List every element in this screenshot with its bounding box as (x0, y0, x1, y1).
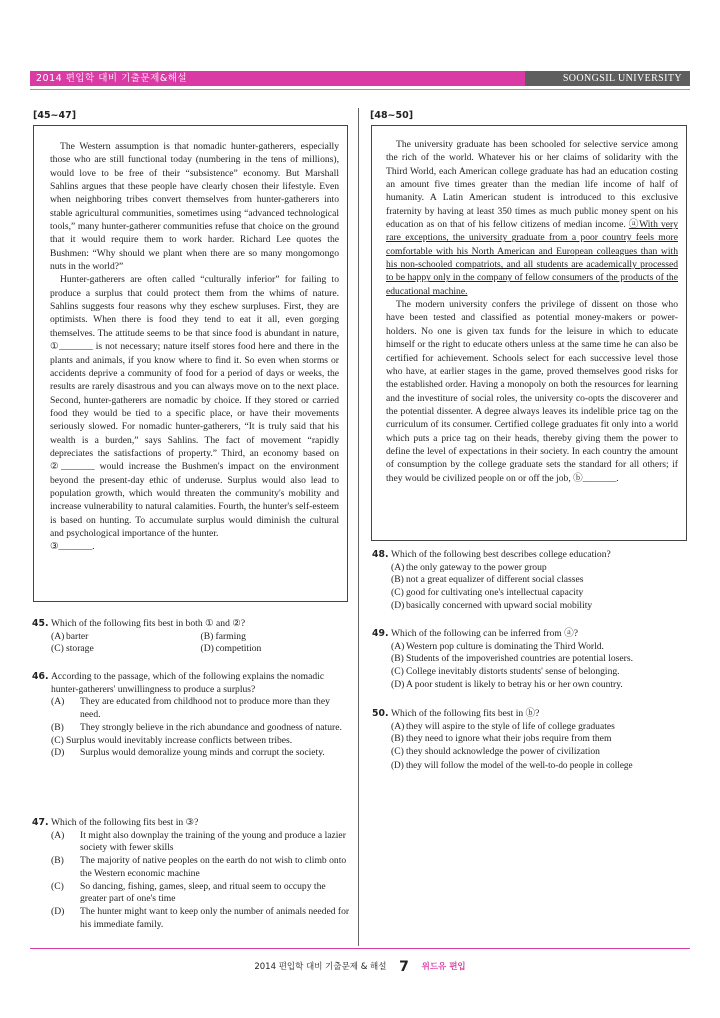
question-stem (372, 549, 690, 562)
page-footer (200, 959, 520, 975)
question-stem (372, 708, 690, 721)
header-divider (30, 89, 690, 90)
header-exam-title: 2014 편입학 대비 기출문제&해설 (30, 71, 525, 86)
question-text: Which of the following fits best in both ① and ②? (51, 618, 246, 629)
question-text: Which of the following best describes college education? (391, 549, 611, 560)
passage-paragraph (386, 138, 678, 298)
question-stem (372, 628, 690, 641)
option-a[interactable]: (A) they will aspire to the style of life of college graduates (391, 720, 615, 732)
section-label-48-50: [48~50] (370, 110, 414, 121)
option-c[interactable]: (C) So dancing, fishing, games, sleep, and ritual seem to occupy the greater part of one's time (51, 880, 326, 905)
passage-blank-3: ③_______. (50, 541, 95, 553)
question-stem (32, 671, 350, 696)
option-c[interactable]: (C) good for cultivating one's intellectual capacity (391, 587, 584, 599)
option-b[interactable]: (B) They strongly believe in the rich abundance and goodness of nature. (51, 721, 342, 733)
question-number: 48. (372, 549, 389, 560)
option-a[interactable]: (A) They are educated from childhood not to produce more than they need. (51, 696, 330, 721)
question-number: 47. (32, 817, 49, 828)
option-d[interactable]: (D) competition (200, 643, 262, 655)
question-47 (32, 817, 350, 931)
question-45 (32, 618, 350, 656)
section-label-45-47: [45~47] (33, 110, 77, 121)
passage-paragraph: Hunter-gatherers are often called “culturally inferior” for failing to produce a surplus that could protect them from the whims of nature. Sahlins suggests four reasons why they eschew surpluses. First, they are optimists. When there is food they tend to eat it all, even gorging themselves. The attitude seems to be that since food is abundant in nature, ①_______ is not necessary; nature itself stores food here and there in the plants and animals, if you know where to find it. So even when storms or accidents deprive a community of food for a period of days or weeks, the results are rarely disastrous and you can always move on to the next place. Second, hunter-gatherers are nomadic by choice. If they stored or carried food they would be tied to a specific place, or have their movements seriously slowed. For nomadic hunter-gatherers, “It is truly said that his wealth is a burden,” says Sahlins. The fact of movement “rapidly depreciates the satisfactions of property.” Third, an economy based on ②_______ would increase the Bushmen's impact on the environment beyond the present-day ethic of underuse. Surplus would also lead to population growth, which would threaten the community's mobility and increase vulnerability to natural calamities. Fourth, the hunter's self-esteem is based on hunting. To accumulate surplus would diminish the cultural and psychological importance of the hunter. (50, 274, 339, 539)
question-stem (32, 618, 350, 631)
option-a[interactable]: (A) Western pop culture is dominating the Third World. (391, 640, 604, 652)
option-b[interactable]: (B) Students of the impoverished countries are potential losers. (391, 653, 633, 665)
option-a[interactable]: (A) barter (51, 630, 89, 642)
option-row (32, 631, 350, 644)
underlined-passage-a: ⓐWith very rare exceptions, the university graduate from a poor country feels more comfortable with his North American and European colleagues than with his non-schooled compatriots, and all students are academically processed to be happy only in the company of fellow consumers of the products of the educational machine. (386, 219, 678, 297)
footer-exam-title: 2014 편입학 대비 기출문제 & 해설 (254, 962, 387, 972)
option-c[interactable]: (C) they should acknowledge the power of civilization (391, 746, 600, 758)
question-46 (32, 671, 350, 760)
question-48 (372, 549, 690, 613)
option-c[interactable]: (C) storage (51, 643, 94, 655)
question-50 (372, 708, 690, 772)
question-number: 46. (32, 671, 49, 682)
option-c[interactable]: (C) Surplus would inevitably increase conflicts between tribes. (51, 734, 293, 746)
question-number: 45. (32, 618, 49, 629)
option-b[interactable]: (B) not a great equalizer of different social classes (391, 574, 584, 586)
footer-brand: 위드유 편입 (421, 962, 466, 972)
question-number: 50. (372, 708, 389, 719)
option-b[interactable]: (B) they need to ignore what their jobs require from them (391, 733, 612, 745)
header-university-name: SOONGSIL UNIVERSITY (525, 71, 690, 86)
option-d[interactable]: (D) Surplus would demoralize young minds and corrupt the society. (51, 747, 325, 759)
question-text: Which of the following can be inferred from ⓐ? (391, 628, 579, 639)
question-text: Which of the following fits best in ③? (51, 817, 199, 828)
option-d[interactable]: (D) The hunter might want to keep only the number of animals needed for his immediate family. (51, 905, 350, 930)
option-b[interactable]: (B) farming (200, 630, 246, 642)
question-stem (32, 817, 350, 830)
question-number: 49. (372, 628, 389, 639)
passage-text: The university graduate has been schooled for selective service among the rich of the world. Whatever his or her claims of solidarity with the Third World, each American college graduate has had an education costing an amount five times greater than the median life income of half of humanity. A Latin American student is introduced to this exclusive fraternity by having at least 350 times as much public money spent on his education as on that of his fellow citizens of median income. (386, 139, 678, 231)
column-divider (358, 108, 359, 946)
question-text: According to the passage, which of the following explains the nomadic hunter-gatherers' unwillingness to produce a surplus? (51, 671, 325, 695)
option-a[interactable]: (A) It might also downplay the training of the young and produce a lazier society with fewer skills (51, 829, 346, 854)
option-c[interactable]: (C) College inevitably distorts students' sense of belonging. (391, 666, 620, 678)
question-49 (372, 628, 690, 692)
option-b[interactable]: (B) The majority of native peoples on the earth do not wish to climb onto the Western economic machine (51, 855, 347, 879)
passage-paragraph: The modern university confers the privilege of dissent on those who have been tested and classified as potential money-makers or power-holders. No one is given tax funds for the leisure in which to educate himself or the right to educate others unless at the same time he can also be certified for achievement. Schools select for each successive level those who have, at earlier stages in the game, proved themselves good risks for the established order. Having a monopoly on both the resources for learning and the investiture of social roles, the university co-opts the discoverer and the potential dissenter. A degree always leaves its indelible price tag on the curriculum of its consumer. Certified college graduates fit only into a world which puts a price tag on their heads, thereby giving them the power to define the level of expectations in their society. In each country the amount of consumption by the college graduate sets the standard for all others; if they would be civilized people on or off the job, ⓑ_______. (386, 299, 678, 484)
option-d[interactable]: (D) basically concerned with upward social mobility (391, 599, 593, 611)
page-number: 7 (399, 959, 409, 975)
option-d[interactable]: (D) they will follow the model of the well-to-do people in college (391, 759, 633, 770)
question-text: Which of the following fits best in ⓑ? (391, 708, 540, 719)
option-a[interactable]: (A) the only gateway to the power group (391, 561, 547, 573)
option-d[interactable]: (D) A poor student is likely to betray his or her own country. (391, 678, 623, 690)
passage-paragraph: The Western assumption is that nomadic hunter-gatherers, especially those who are still functional today (numbering in the tens of millions), would love to be free of their “subsistence” economy. But Marshall Sahlins argues that these people have clearly chosen their lifestyle. Even when neighboring tribes convert themselves from hunter-gatherers into stable agricultural communities, sometimes using “advanced technological tools,” many hunter-gatherer communities refuse that choice on the ground that it would require them to work harder. Richard Lee quotes the Bushmen: “Why should we plant when there are so many mongomongo nuts in the world?” (50, 141, 339, 273)
passage-box-48-50 (371, 125, 687, 541)
option-row (32, 643, 350, 656)
footer-divider (30, 948, 690, 949)
passage-box-45-47 (33, 125, 348, 602)
